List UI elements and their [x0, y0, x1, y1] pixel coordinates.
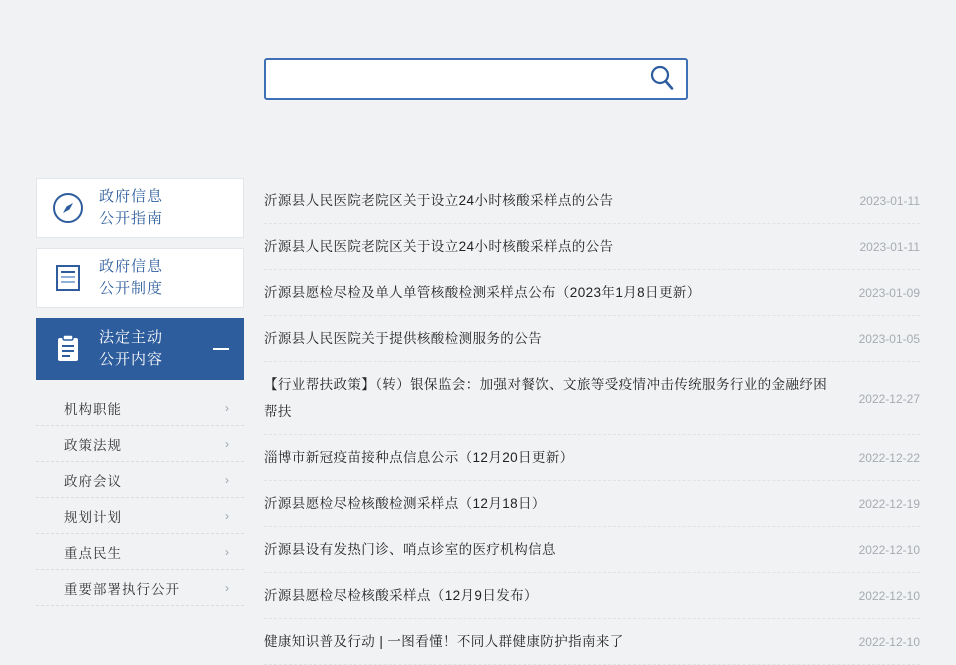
news-title[interactable]: 沂源县人民医院老院区关于设立24小时核酸采样点的公告: [264, 239, 614, 254]
sidebar: [36, 178, 244, 606]
sidebar-item-zhengcefagui[interactable]: [36, 426, 244, 462]
clipboard-icon: [37, 332, 99, 366]
list-item[interactable]: [264, 362, 920, 435]
sidebar-item-label: 政策法规: [64, 437, 122, 453]
list-item[interactable]: [264, 224, 920, 270]
list-item[interactable]: [264, 270, 920, 316]
search-input[interactable]: [266, 60, 638, 98]
sidebar-item-zhongdianminsheng[interactable]: [36, 534, 244, 570]
sidebar-item-label: 机构职能: [64, 401, 122, 417]
search-button[interactable]: [638, 60, 686, 98]
news-date: 2022-12-22: [858, 451, 920, 465]
search-icon: [647, 63, 677, 96]
news-title[interactable]: 沂源县人民医院老院区关于设立24小时核酸采样点的公告: [264, 193, 614, 208]
list-item[interactable]: [264, 527, 920, 573]
news-title[interactable]: 淄博市新冠疫苗接种点信息公示（12月20日更新）: [264, 450, 574, 465]
search-area: [264, 58, 688, 100]
sidebar-card-content[interactable]: [36, 318, 244, 380]
news-date: 2022-12-19: [858, 497, 920, 511]
sidebar-card-system-line2: 公开制度: [99, 280, 164, 297]
sidebar-item-label: 重点民生: [64, 545, 122, 561]
sidebar-card-content-line1: 法定主动: [99, 329, 164, 346]
news-title[interactable]: 沂源县愿检尽检核酸采样点（12月9日发布）: [264, 588, 538, 603]
document-icon: [37, 261, 99, 295]
sidebar-card-system-line1: 政府信息: [99, 258, 164, 275]
sidebar-card-system-label: [99, 256, 163, 300]
news-date: 2022-12-10: [858, 635, 920, 649]
chevron-right-icon: ›: [225, 580, 230, 595]
list-item[interactable]: [264, 573, 920, 619]
chevron-right-icon: ›: [225, 508, 230, 523]
collapse-icon[interactable]: [213, 348, 229, 350]
sidebar-item-label: 重要部署执行公开: [64, 581, 180, 597]
sidebar-item-label: 规划计划: [64, 509, 122, 525]
news-date: 2022-12-27: [858, 392, 920, 406]
sidebar-card-system[interactable]: [36, 248, 244, 308]
sidebar-item-zhongyaobushu[interactable]: [36, 570, 244, 606]
news-date: 2023-01-05: [858, 332, 920, 346]
chevron-right-icon: ›: [225, 544, 230, 559]
chevron-right-icon: ›: [225, 436, 230, 451]
news-date: 2023-01-11: [859, 194, 920, 208]
sidebar-sub-list: [36, 390, 244, 606]
compass-icon: [37, 190, 99, 226]
sidebar-card-content-label: [99, 327, 163, 371]
news-title[interactable]: 健康知识普及行动 | 一图看懂！不同人群健康防护指南来了: [264, 634, 624, 649]
news-title[interactable]: 沂源县愿检尽检核酸检测采样点（12月18日）: [264, 496, 546, 511]
list-item[interactable]: [264, 619, 920, 665]
sidebar-item-jigouzhineng[interactable]: [36, 390, 244, 426]
news-title[interactable]: 【行业帮扶政策】（转）银保监会：加强对餐饮、文旅等受疫情冲击传统服务行业的金融纾困帮扶: [264, 377, 828, 419]
search-box[interactable]: [264, 58, 688, 100]
news-title[interactable]: 沂源县人民医院关于提供核酸检测服务的公告: [264, 331, 542, 346]
sidebar-card-guide-label: [99, 186, 163, 230]
chevron-right-icon: ›: [225, 400, 230, 415]
sidebar-card-guide[interactable]: [36, 178, 244, 238]
list-item[interactable]: [264, 316, 920, 362]
list-item[interactable]: [264, 481, 920, 527]
sidebar-card-guide-line1: 政府信息: [99, 188, 164, 205]
sidebar-card-guide-line2: 公开指南: [99, 210, 164, 227]
news-title[interactable]: 沂源县设有发热门诊、哨点诊室的医疗机构信息: [264, 542, 556, 557]
news-date: 2023-01-09: [858, 286, 920, 300]
news-date: 2022-12-10: [858, 543, 920, 557]
news-list: [264, 178, 920, 665]
list-item[interactable]: [264, 178, 920, 224]
sidebar-item-zhengfuhuiyi[interactable]: [36, 462, 244, 498]
news-title[interactable]: 沂源县愿检尽检及单人单管核酸检测采样点公布（2023年1月8日更新）: [264, 285, 701, 300]
sidebar-item-label: 政府会议: [64, 473, 122, 489]
list-item[interactable]: [264, 435, 920, 481]
chevron-right-icon: ›: [225, 472, 230, 487]
news-date: 2023-01-11: [859, 240, 920, 254]
news-date: 2022-12-10: [858, 589, 920, 603]
sidebar-item-guihuajihua[interactable]: [36, 498, 244, 534]
sidebar-card-content-line2: 公开内容: [99, 351, 164, 368]
